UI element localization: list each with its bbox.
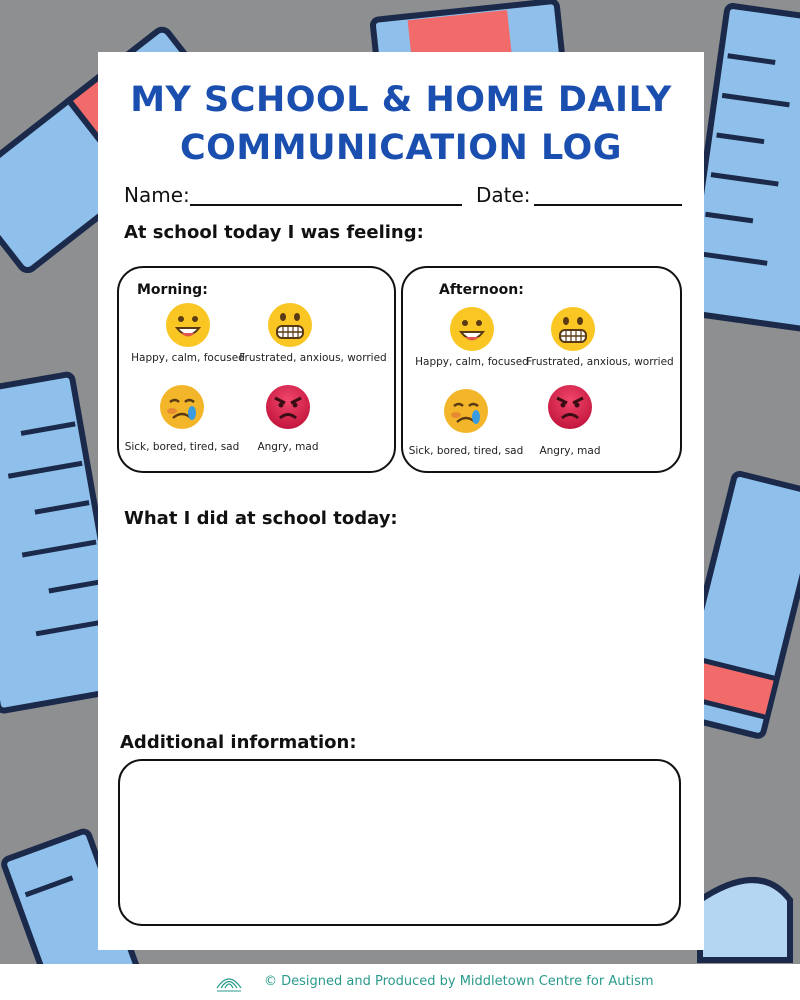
crying-face-icon[interactable] [159, 384, 205, 430]
angry-face-icon[interactable] [547, 384, 593, 430]
crying-face-icon[interactable] [443, 388, 489, 434]
mood-caption: Sick, bored, tired, sad [408, 445, 524, 457]
mood-caption: Frustrated, anxious, worried [526, 356, 674, 368]
happy-face-icon[interactable] [165, 302, 211, 348]
mood-caption: Frustrated, anxious, worried [239, 352, 387, 364]
footer [0, 964, 800, 1000]
morning-title: Morning: [137, 282, 208, 298]
log-sheet [98, 52, 704, 950]
mood-caption: Happy, calm, focused [415, 356, 529, 368]
footer-credit: © Designed and Produced by Middletown Centre for Autism [264, 974, 654, 989]
name-field[interactable] [190, 204, 462, 206]
morning-panel [117, 266, 396, 473]
page-title: MY SCHOOL & HOME DAILY [130, 80, 672, 120]
sharpener-illustration [700, 880, 790, 960]
afternoon-panel [401, 266, 682, 473]
grimace-face-icon[interactable] [550, 306, 596, 352]
happy-face-icon[interactable] [449, 306, 495, 352]
additional-info-heading: Additional information: [120, 732, 357, 753]
mood-caption: Angry, mad [257, 441, 319, 453]
grimace-face-icon[interactable] [267, 302, 313, 348]
page-title-line-2: COMMUNICATION LOG [179, 128, 623, 168]
did-at-school-area[interactable] [124, 538, 680, 728]
afternoon-title: Afternoon: [439, 282, 524, 298]
mood-caption: Sick, bored, tired, sad [124, 441, 240, 453]
name-label: Name: [124, 183, 190, 207]
feeling-heading: At school today I was feeling: [124, 222, 424, 243]
angry-face-icon[interactable] [265, 384, 311, 430]
mood-caption: Happy, calm, focused [131, 352, 245, 364]
mood-caption: Angry, mad [539, 445, 601, 457]
did-at-school-heading: What I did at school today: [124, 508, 398, 529]
centre-logo-icon [214, 968, 244, 996]
additional-info-box[interactable] [118, 759, 681, 926]
date-label: Date: [476, 183, 531, 207]
date-field[interactable] [534, 204, 682, 206]
